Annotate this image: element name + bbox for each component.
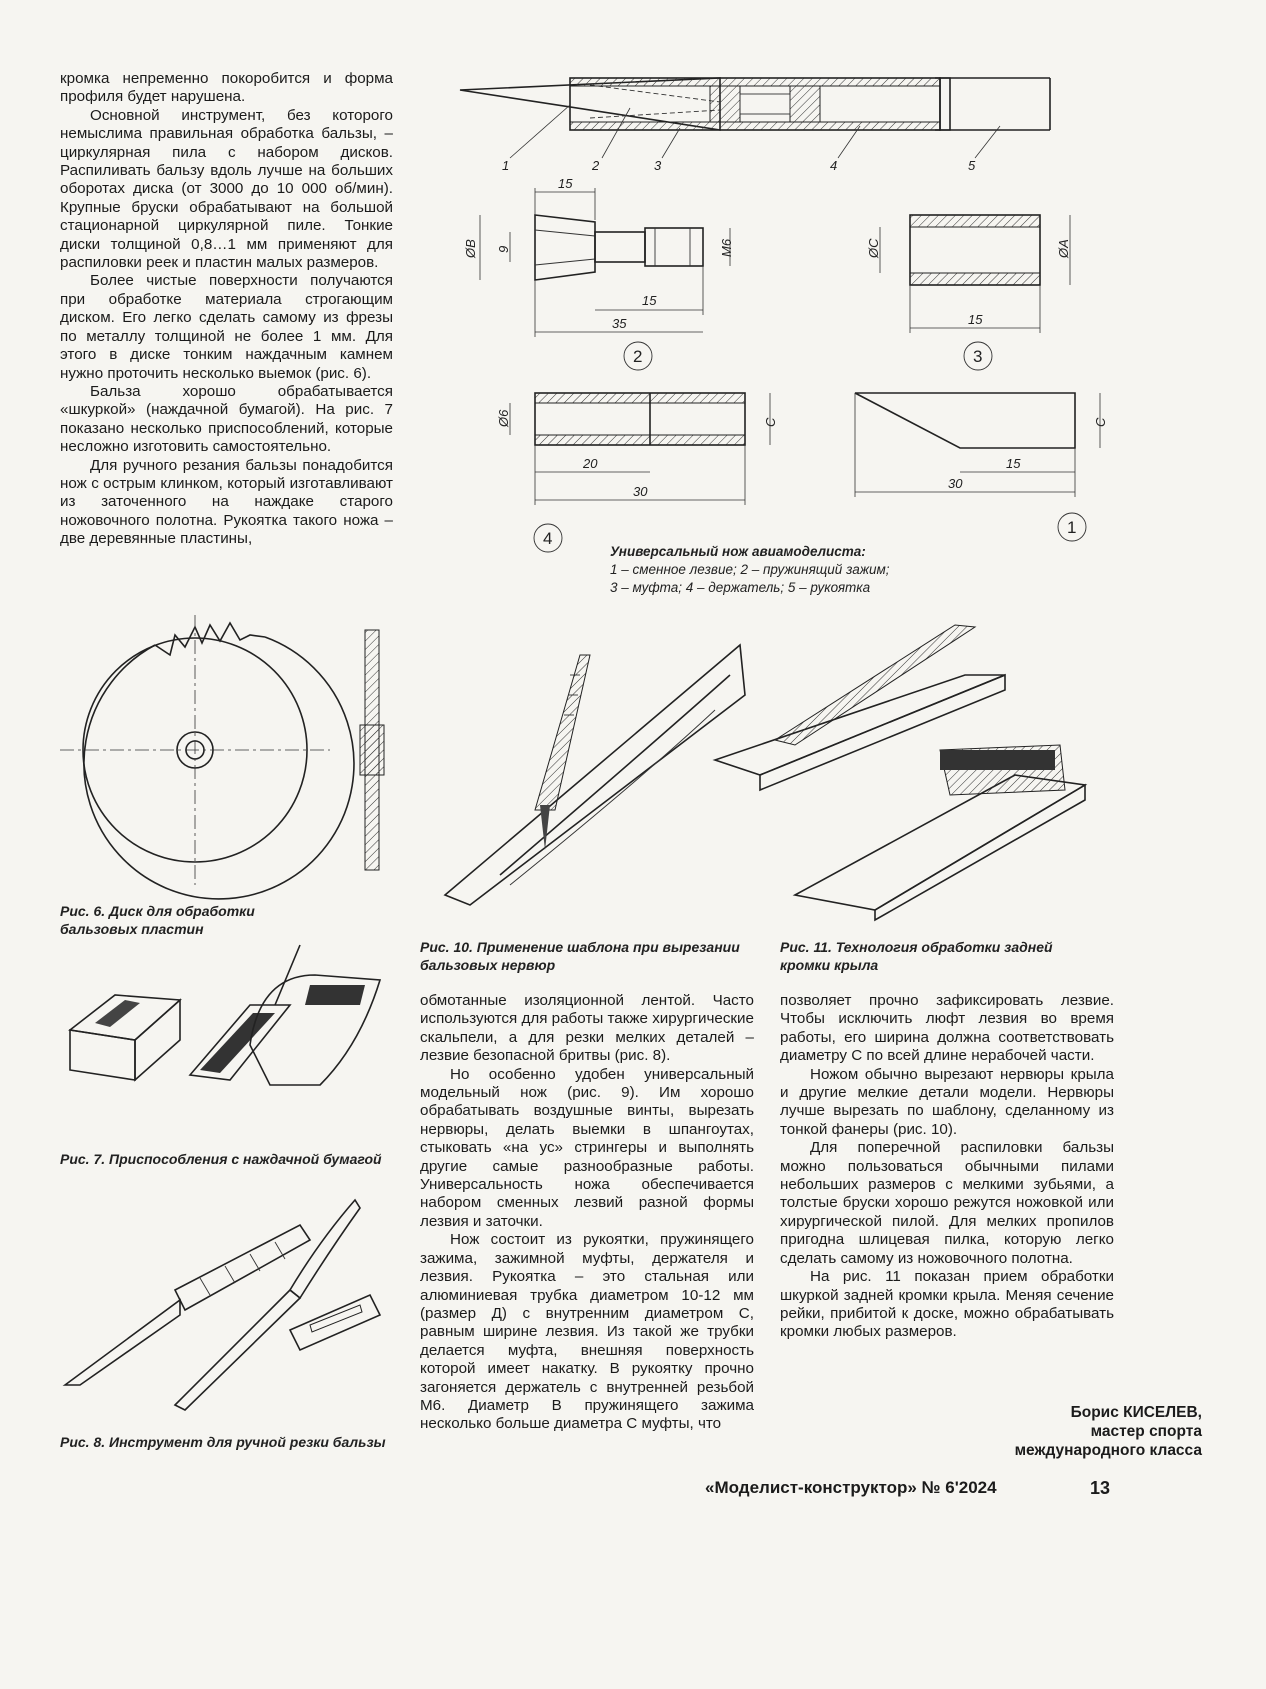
paragraph: На рис. 11 показан прием обработки шкуркой задней кромки крыла. Меняя сечение рейки, прибитой к доске, можно обрабатывать кромки любых размеров. <box>780 1268 1114 1341</box>
part-4-holder <box>496 393 778 552</box>
fig6-disk-illustration <box>60 615 400 915</box>
circled-part-number: 1 <box>1067 518 1077 537</box>
paragraph: Для поперечной распиловки бальзы можно пользоваться обычными пилами небольших размеров с мелкими зубьями, а толстые бруски хорошо режутся ножовкой или хирургической пилой. Для мелких пропилов пригодна шлицевая пилка, которую легко сделать самому из ножовочного полотна. <box>780 1139 1114 1267</box>
dimension: 15 <box>558 176 573 191</box>
legend-line: 1 – сменное лезвие; 2 – пружинящий зажим; <box>610 562 890 577</box>
knife-legend <box>610 543 940 597</box>
paragraph: кромка непременно покоробится и форма профиля будет нарушена. <box>60 70 393 106</box>
caption-line: кромки крыла <box>780 957 879 973</box>
knife-technical-drawing <box>440 60 1120 600</box>
dimension: Ø6 <box>496 409 511 427</box>
fig6-caption <box>60 902 255 938</box>
fig7-caption: Рис. 7. Приспособления с наждачной бумагой <box>60 1151 382 1167</box>
caption-line: бальзовых нервюр <box>420 957 556 973</box>
paragraph: обмотанные изоляционной лентой. Часто используются для работы также хирургические скальпели, а для резки мелких деталей – лезвие безопасной бритвы (рис. 8). <box>420 992 754 1065</box>
part-label: 5 <box>968 158 976 173</box>
author-title: мастер спорта <box>1090 1423 1202 1440</box>
author-name: Борис КИСЕЛЕВ, <box>1070 1404 1202 1421</box>
dimension: 15 <box>1006 456 1021 471</box>
paragraph: Но особенно удобен универсальный модельный нож (рис. 9). Им хорошо обрабатывать воздушные винты, вырезать нервюры, делать выемки в шпангоутах, стыковать «на ус» стрингеры и выполнять другие самые разнообразные работы. Универсальность ножа обеспечивается набором сменных лезвий разной формы лезвия и заточки. <box>420 1065 754 1230</box>
legend-line: 3 – муфта; 4 – держатель; 5 – рукоятка <box>610 580 871 595</box>
author-title: международного класса <box>1014 1442 1202 1459</box>
paragraph: позволяет прочно зафиксировать лезвие. Чтобы исключить люфт лезвия во время работы, его ширина должна соответствовать диаметру С по всей длине нерабочей части. <box>780 992 1114 1065</box>
part-label: 4 <box>830 158 838 173</box>
dimension: ØC <box>866 238 881 258</box>
paragraph: Более чистые поверхности получаются при обработке материала строгающим диском. Его легко сделать самому из фрезы по металлу толщиной не более 1 мм. Для этого в диске тонким наждачным камнем нужно проточить несколько выемок (рис. 6). <box>60 272 393 382</box>
part-3-sleeve <box>866 215 1071 370</box>
dimension: ØA <box>1056 239 1071 258</box>
fig11-caption <box>780 938 1053 974</box>
part-1-blade <box>855 393 1108 541</box>
magazine-footer: «Моделист-конструктор» № 6'2024 <box>705 1478 997 1497</box>
dimension: C <box>1093 417 1108 427</box>
knife-assembly <box>460 78 1050 173</box>
paragraph: Для ручного резания бальзы понадобится нож с острым клинком, который изготавливают из заточенного на наждаке старого ножовочного полотна. Рукоятка такого ножа – две деревянные пластины, <box>60 456 393 548</box>
dimension: 30 <box>633 484 648 499</box>
dimension: 20 <box>583 456 598 471</box>
part-2-spring-clamp <box>463 176 734 370</box>
paragraph: Нож состоит из рукоятки, пружинящего зажима, зажимной муфты, держателя и лезвия. Рукоятка – это стальная или алюминиевая трубка диаметром 10-12 мм (размер Д) с внутренним диаметром С, равным ширине лезвия. Из такой же трубки делается муфта, внешняя поверхность которой имеет накатку. В рукоятку прочно загоняется держатель с внутренней резьбой М6. Диаметр В пружинящего зажима несколько больше диаметра С муфты, что <box>420 1231 754 1433</box>
caption-line: Рис. 10. Применение шаблона при вырезании <box>420 939 740 955</box>
dimension: 15 <box>968 312 983 327</box>
author-signature <box>1015 1403 1202 1460</box>
paragraph: Ножом обычно вырезают нервюры крыла и другие мелкие детали модели. Нервюры лучше вырезать по шаблону, сделанному из тонкой фанеры (рис. 10). <box>780 1065 1114 1138</box>
circled-part-number: 4 <box>543 529 553 548</box>
dimension: ØB <box>463 239 478 258</box>
fig10-caption <box>420 938 740 974</box>
caption-line: Рис. 6. Диск для обработки <box>60 903 255 919</box>
paragraph: Основной инструмент, без которого немыслима правильная обработка бальзы, – циркулярная пила с набором дисков. Распиливать бальзу вдоль лучше на больших оборотах диска (от 3000 до 10 000 об/мин). Крупные бруски обрабатывают на большой стационарной циркулярной пиле. Тонкие диски толщиной 0,8…1 мм применяют для распиловки реек и пластин малых размеров. <box>60 106 393 272</box>
dimension: 15 <box>642 293 657 308</box>
dimension: 30 <box>948 476 963 491</box>
fig10-template-illustration <box>440 615 760 905</box>
part-label: 2 <box>592 158 600 173</box>
circled-part-number: 3 <box>973 347 983 366</box>
dimension: 35 <box>612 316 627 331</box>
dimension: M6 <box>719 238 734 257</box>
page-number: 13 <box>1090 1478 1111 1498</box>
legend-title: Универсальный нож авиамоделиста: <box>610 544 866 559</box>
caption-line: Рис. 11. Технология обработки задней <box>780 939 1053 955</box>
circled-part-number: 2 <box>633 347 643 366</box>
text-column-1 <box>60 70 393 549</box>
caption-line: бальзовых пластин <box>60 921 204 937</box>
part-label: 3 <box>654 158 662 173</box>
text-column-2 <box>420 992 754 1434</box>
text-column-3 <box>780 992 1114 1342</box>
fig11-trailing-edge-illustration <box>715 615 1115 915</box>
part-label: 1 <box>502 158 510 173</box>
paragraph: Бальза хорошо обрабатывается «шкуркой» (наждачной бумагой). На рис. 7 показано несколько приспособлений, которые несложно изготовить самостоятельно. <box>60 382 393 456</box>
dimension: 9 <box>496 245 511 253</box>
dimension: C <box>763 417 778 427</box>
fig8-caption: Рис. 8. Инструмент для ручной резки бальзы <box>60 1434 386 1450</box>
fig7-sanding-tools-illustration <box>60 945 390 1125</box>
fig8-cutting-tools-illustration <box>60 1180 390 1420</box>
